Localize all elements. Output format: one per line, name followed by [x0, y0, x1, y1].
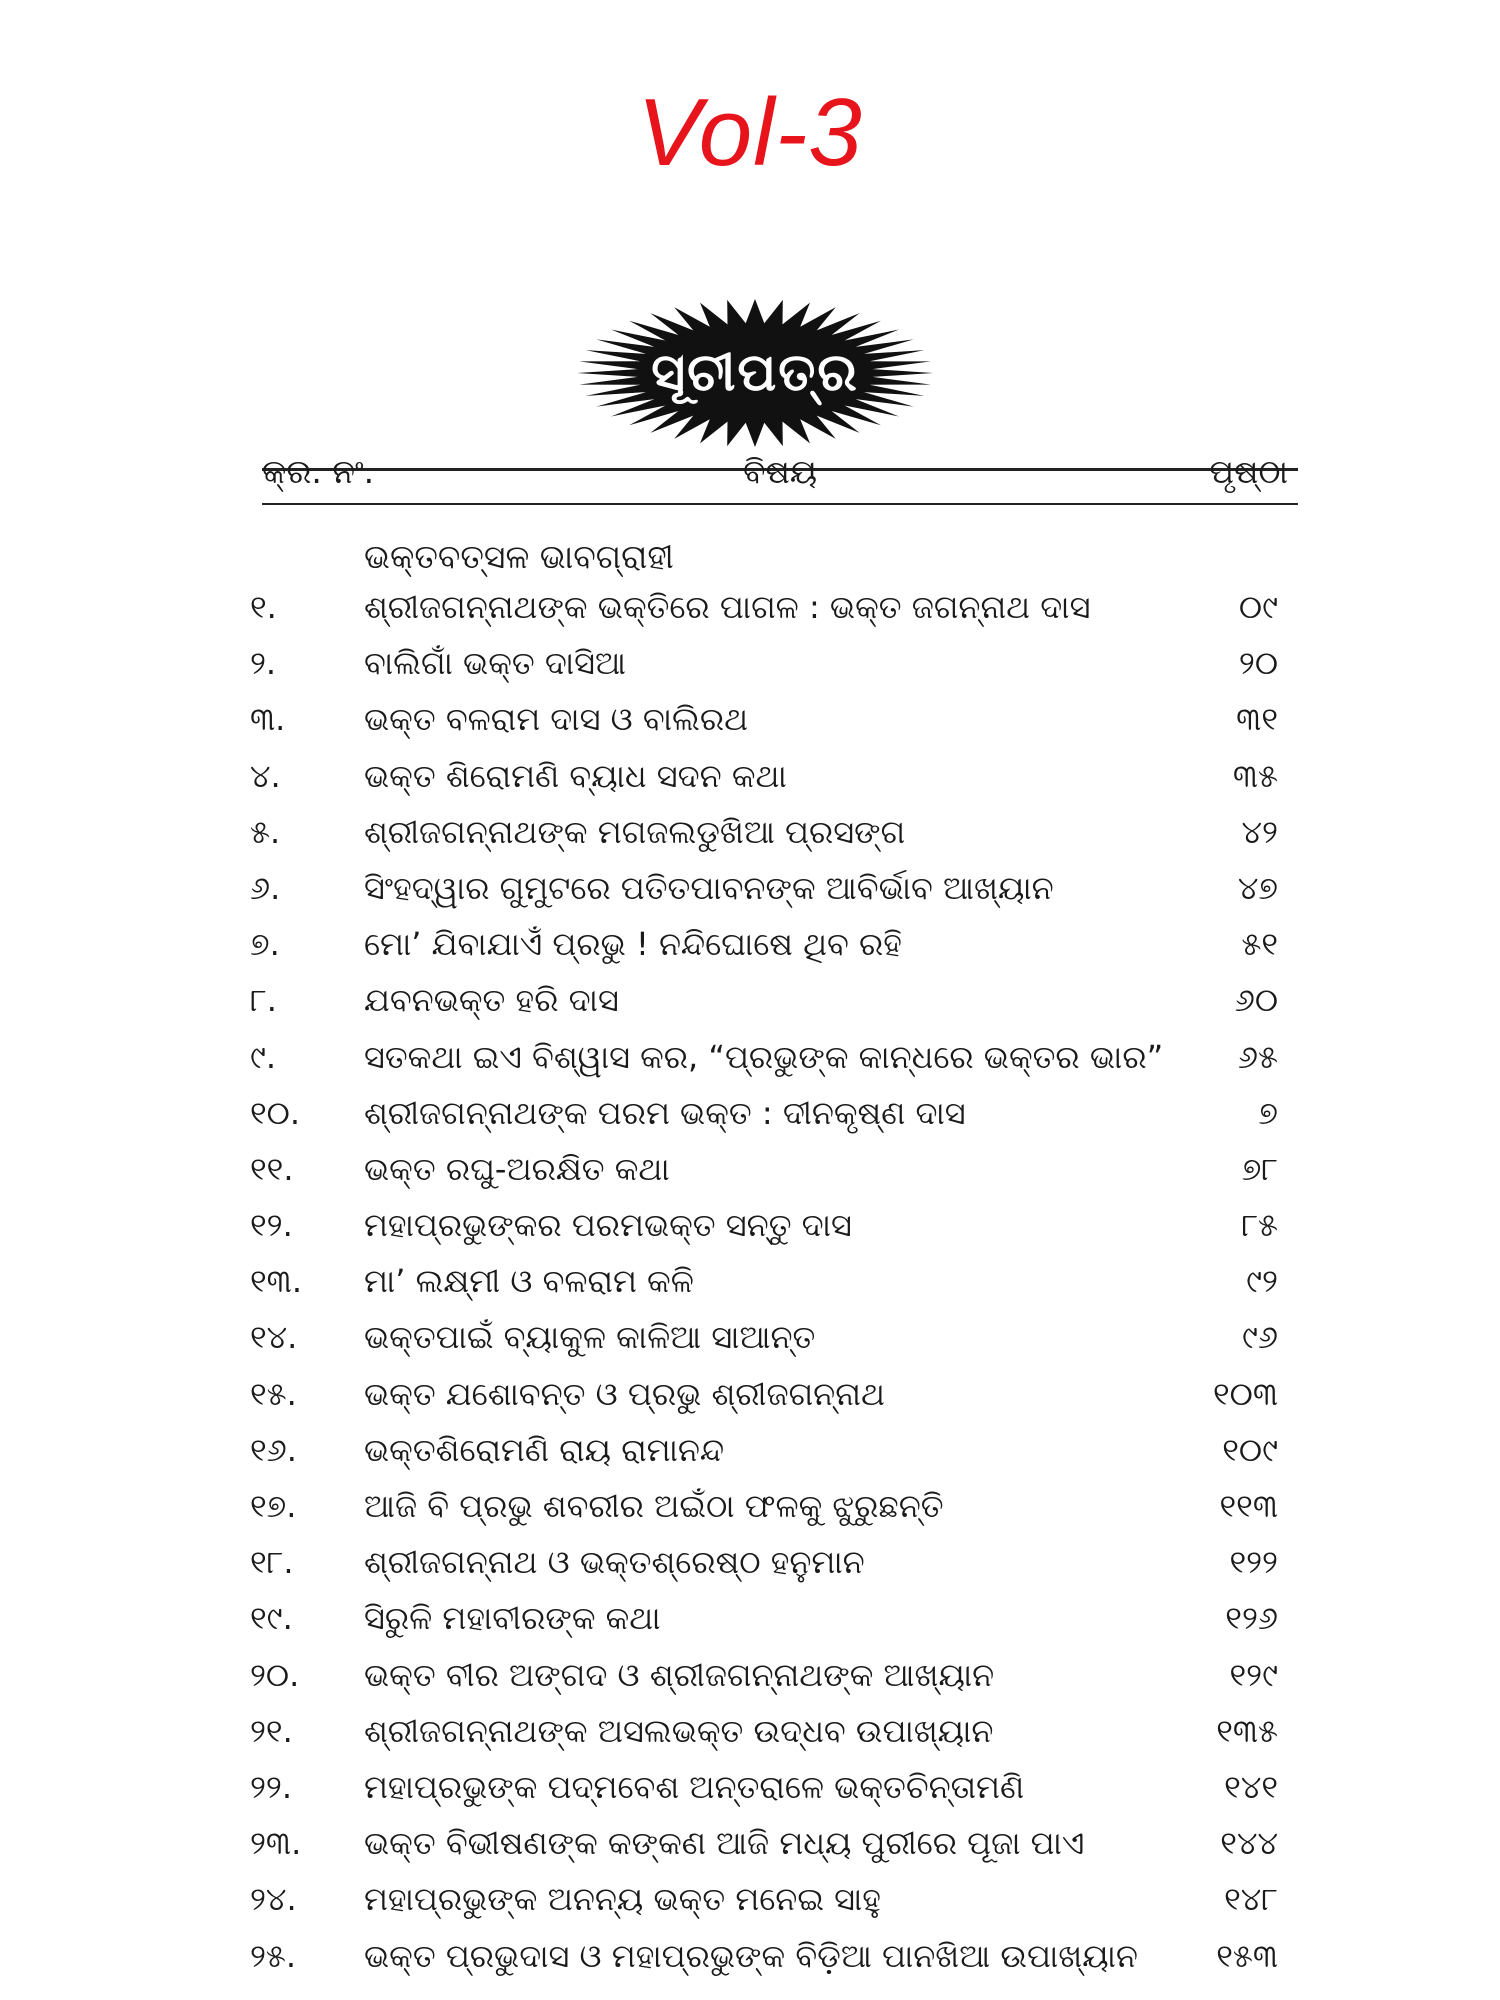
entry-number: ୨୧.	[250, 1711, 293, 1750]
entry-title: ଶ୍ରୀଜଗନ୍ନାଥଙ୍କ ମଗଜଲଡୁଖିଆ ପ୍ରସଙ୍ଗ	[364, 812, 906, 851]
header-serial: କ୍ର. ନଂ.	[262, 452, 375, 491]
entry-page: ୭୮	[1241, 1149, 1278, 1188]
badge-title: ସୂଚୀପତ୍ର	[651, 342, 859, 403]
entry-title: ଶ୍ରୀଜଗନ୍ନାଥଙ୍କ ଅସଲଭକ୍ତ ଉଦ୍ଧବ ଉପାଖ୍ୟାନ	[364, 1711, 994, 1750]
header-bottom-rule	[262, 503, 1298, 505]
entry-page: ୧୦୩	[1213, 1374, 1278, 1413]
entry-title: ଶ୍ରୀଜଗନ୍ନାଥଙ୍କ ପରମ ଭକ୍ତ : ଦୀନକୃଷ୍ଣ ଦାସ	[364, 1093, 966, 1132]
entry-title: ଭକ୍ତ ବଳରାମ ଦାସ ଓ ବାଲିରଥ	[364, 700, 749, 739]
entry-number: ୨.	[250, 644, 277, 683]
entry-number: ୧୬.	[250, 1430, 297, 1469]
section-subtitle: ଭକ୍ତବତ୍ସଳ ଭାବଗ୍ରାହୀ	[364, 537, 674, 576]
entry-page: ୧୦୯	[1222, 1430, 1278, 1469]
toc-entry	[250, 807, 1290, 863]
toc-entry	[250, 1874, 1290, 1930]
contents-badge	[575, 298, 935, 448]
entry-title: ଭକ୍ତ ବୀର ଅଙ୍ଗଦ ଓ ଶ୍ରୀଜଗନ୍ନାଥଙ୍କ ଆଖ୍ୟାନ	[364, 1655, 995, 1694]
entry-number: ୨୦.	[250, 1655, 300, 1694]
entry-title: ଭକ୍ତ ବିଭୀଷଣଙ୍କ କଙ୍କଣ ଆଜି ମଧ୍ୟ ପୁରୀରେ ପୂଜା ପାଏ	[364, 1824, 1085, 1863]
entry-page: ୮୫	[1241, 1206, 1278, 1245]
entry-number: ୧୪.	[250, 1318, 298, 1357]
toc-entry	[250, 1200, 1290, 1256]
entry-number: ୧୩.	[250, 1262, 302, 1301]
entry-title: ସତକଥା ଇଏ ବିଶ୍ୱାସ କର, “ପ୍ରଭୁଙ୍କ କାନ୍ଧରେ ଭକ୍ତର ଭାର”	[364, 1037, 1164, 1076]
toc-entry	[250, 751, 1290, 807]
toc-entry	[250, 1762, 1290, 1818]
contents-list	[250, 582, 1290, 1987]
toc-entry	[250, 1593, 1290, 1649]
entry-title: ମହାପ୍ରଭୁଙ୍କ ଅନନ୍ୟ ଭକ୍ତ ମନେଇ ସାହୁ	[364, 1880, 881, 1919]
entry-page: ୬୫	[1237, 1037, 1278, 1076]
entry-page: ୯୬	[1241, 1318, 1278, 1357]
toc-entry	[250, 1818, 1290, 1874]
entry-number: ୧୧.	[250, 1149, 294, 1188]
entry-title: ଭକ୍ତ ଯଶୋବନ୍ତ ଓ ପ୍ରଭୁ ଶ୍ରୀଜଗନ୍ନାଥ	[364, 1374, 885, 1413]
entry-number: ୪.	[250, 756, 281, 795]
entry-title: ଶ୍ରୀଜଗନ୍ନାଥଙ୍କ ଭକ୍ତିରେ ପାଗଳ : ଭକ୍ତ ଜଗନ୍ନାଥ ଦାସ	[364, 588, 1091, 626]
entry-page: ୧୪୧	[1224, 1767, 1278, 1806]
entry-title: ଭକ୍ତଶିରୋମଣି ରାୟ ରାମାନନ୍ଦ	[364, 1430, 725, 1469]
table-header	[262, 448, 1298, 506]
entry-number: ୨୩.	[250, 1824, 302, 1863]
toc-entry	[250, 1032, 1290, 1088]
toc-entry	[250, 1256, 1290, 1312]
entry-number: ୨୪.	[250, 1880, 297, 1919]
entry-page: ୧୨୨	[1229, 1543, 1278, 1582]
entry-title: ସିରୁଳି ମହାବୀରଙ୍କ କଥା	[364, 1599, 661, 1638]
entry-title: ସିଂହଦ୍ୱାର ଗୁମୁଟରେ ପତିତପାବନଙ୍କ ଆବିର୍ଭାବ ଆଖ୍ୟାନ	[364, 868, 1054, 907]
entry-page: ୦୯	[1238, 588, 1278, 626]
toc-entry	[250, 1369, 1290, 1425]
header-subject: ବିଷୟ	[742, 452, 818, 491]
entry-page: ୧୪୮	[1224, 1880, 1278, 1919]
entry-page: ୪୨	[1241, 812, 1278, 851]
toc-entry	[250, 1481, 1290, 1537]
entry-title: ଭକ୍ତପାଇଁ ବ୍ୟାକୁଳ କାଳିଆ ସାଆନ୍ତ	[364, 1318, 816, 1357]
entry-title: ବାଲିଗାଁ ଭକ୍ତ ଦାସିଆ	[364, 644, 626, 683]
toc-entry	[250, 1650, 1290, 1706]
toc-entry	[250, 1312, 1290, 1368]
toc-entry	[250, 919, 1290, 975]
entry-number: ୧୮.	[250, 1543, 294, 1582]
entry-number: ୨୫.	[250, 1936, 297, 1975]
entry-title: ଶ୍ରୀଜଗନ୍ନାଥ ଓ ଭକ୍ତଶ୍ରେଷ୍ଠ ହନୁମାନ	[364, 1543, 865, 1582]
toc-entry	[250, 863, 1290, 919]
toc-entry	[250, 1144, 1290, 1200]
toc-entry	[250, 1931, 1290, 1987]
entry-page: ୧୧୩	[1219, 1487, 1278, 1525]
entry-number: ୧୭.	[250, 1487, 297, 1525]
entry-page: ୧୨୬	[1225, 1599, 1278, 1638]
entry-page: ୩୫	[1232, 756, 1278, 795]
entry-number: ୮.	[250, 981, 277, 1020]
entry-number: ୧.	[250, 588, 277, 626]
toc-entry	[250, 975, 1290, 1031]
entry-number: ୯.	[250, 1037, 277, 1076]
entry-title: ମହାପ୍ରଭୁଙ୍କର ପରମଭକ୍ତ ସନ୍ତୁ ଦାସ	[364, 1206, 852, 1245]
entry-page: ୧୨୯	[1229, 1655, 1278, 1694]
entry-number: ୧୦.	[250, 1093, 301, 1132]
entry-title: ମୋ’ ଯିବାଯାଏଁ ପ୍ରଭୁ ! ନନ୍ଦିଘୋଷେ ଥିବ ରହି	[364, 925, 902, 964]
entry-page: ୨୦	[1238, 644, 1278, 683]
entry-page: ୫୧	[1241, 925, 1278, 964]
entry-number: ୬.	[250, 868, 281, 907]
volume-label: Vol-3	[637, 79, 863, 186]
entry-page: ୩୧	[1236, 700, 1278, 739]
toc-entry	[250, 582, 1290, 638]
entry-number: ୧୫.	[250, 1374, 297, 1413]
entry-number: ୩.	[250, 700, 286, 739]
toc-entry	[250, 694, 1290, 750]
entry-page: ୧୪୪	[1220, 1824, 1278, 1863]
entry-page: ୯୨	[1246, 1262, 1278, 1301]
toc-entry	[250, 1537, 1290, 1593]
entry-number: ୧୯.	[250, 1599, 293, 1638]
entry-page: ୭	[1258, 1093, 1278, 1132]
entry-title: ମା’ ଲକ୍ଷ୍ମୀ ଓ ବଳରାମ କଳି	[364, 1262, 694, 1301]
entry-title: ଯବନଭକ୍ତ ହରି ଦାସ	[364, 981, 619, 1020]
entry-page: ୪୭	[1237, 868, 1278, 907]
entry-title: ଭକ୍ତ ଶିରୋମଣି ବ୍ୟାଧ ସଦନ କଥା	[364, 756, 787, 795]
entry-title: ଭକ୍ତ ରଘୁ-ଅରକ୍ଷିତ କଥା	[364, 1149, 670, 1188]
entry-number: ୫.	[250, 812, 281, 851]
entry-number: ୨୨.	[250, 1767, 293, 1806]
entry-title: ମହାପ୍ରଭୁଙ୍କ ପଦ୍ମବେଶ ଅନ୍ତରାଳେ ଭକ୍ତଚିନ୍ତାମଣି	[364, 1767, 1025, 1806]
toc-entry	[250, 1425, 1290, 1481]
entry-title: ଆଜି ବି ପ୍ରଭୁ ଶବରୀର ଅଇଁଠା ଫଳକୁ ଝୁରୁଛନ୍ତି	[364, 1487, 944, 1525]
entry-page: ୧୩୫	[1216, 1711, 1278, 1750]
toc-entry	[250, 638, 1290, 694]
entry-number: ୧୨.	[250, 1206, 293, 1245]
entry-title: ଭକ୍ତ ପ୍ରଭୁଦାସ ଓ ମହାପ୍ରଭୁଙ୍କ ବିଡ଼ିଆ ପାନଖିଆ ଉପାଖ୍ୟାନ	[364, 1936, 1138, 1975]
toc-entry	[250, 1706, 1290, 1762]
header-page: ପୃଷ୍ଠା	[1209, 452, 1288, 491]
entry-page: ୬୦	[1234, 981, 1278, 1020]
entry-page: ୧୫୩	[1216, 1936, 1278, 1975]
entry-number: ୭.	[250, 925, 280, 964]
toc-entry	[250, 1088, 1290, 1144]
